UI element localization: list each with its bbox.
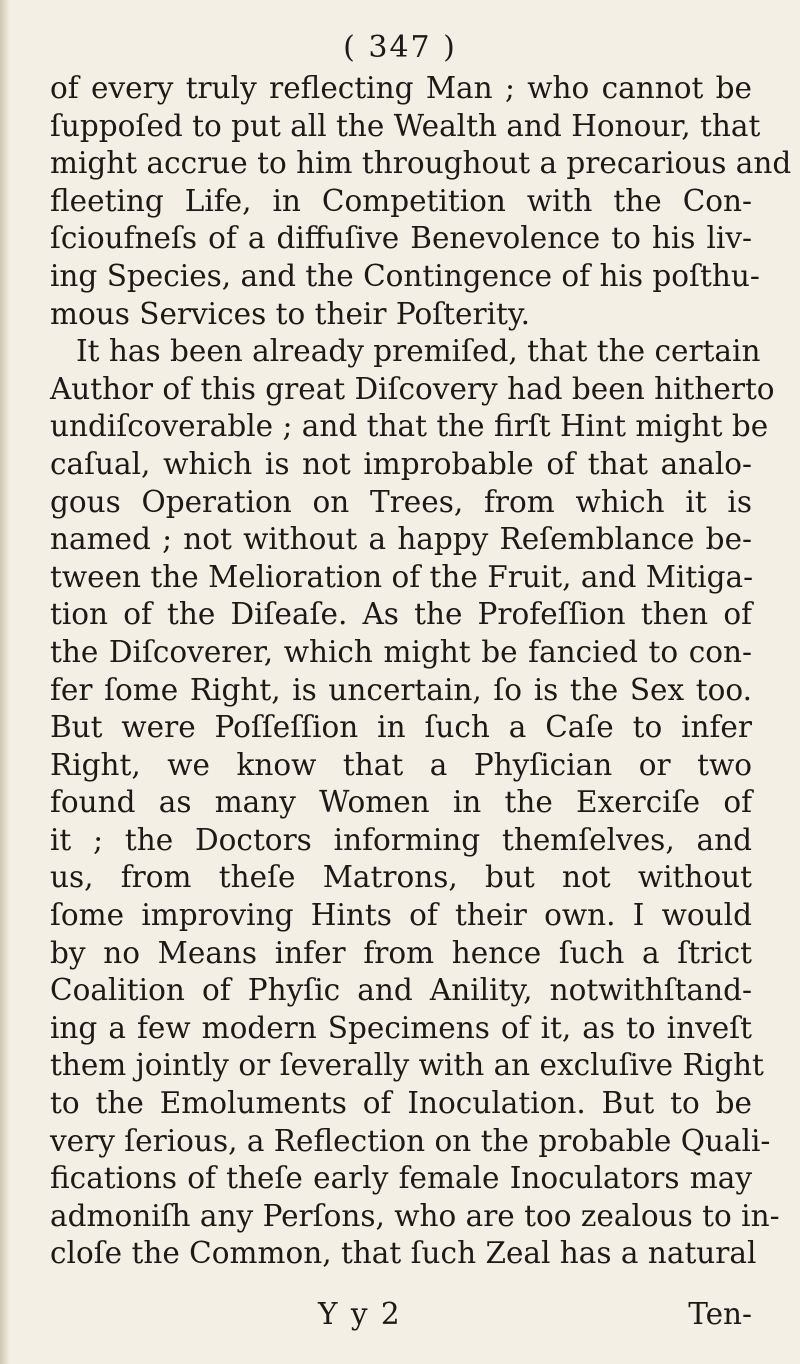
text-line: fications of theſe early female Inoculators may [50,1161,752,1196]
text-line: ſome improving Hints of their own. I would [50,898,752,933]
page-number: ( 347 ) [343,30,457,65]
text-line: of every truly reflecting Man ; who cannot be [50,71,752,105]
text-line: undiſcoverable ; and that the firſt Hint might be [50,409,769,444]
text-line: might accrue to him throughout a precarious and [50,146,792,181]
binding-edge [0,0,10,1364]
text-line: mous Services to their Poſterity. [50,296,530,331]
text-line: tween the Melioration of the Fruit, and Mitiga- [50,559,754,594]
text-line: it ; the Doctors informing themſelves, and [50,822,752,857]
text-line: admoniſh any Perſons, who are too zealous to in- [50,1198,780,1233]
text-line: cloſe the Common, that ſuch Zeal has a natural [50,1236,757,1271]
text-line: Author of this great Diſcovery had been hitherto [50,371,775,406]
text-line: by no Means infer from hence ſuch a ſtrict [50,935,752,970]
text-line: very ſerious, a Reflection on the probable Quali- [50,1123,771,1158]
page-footer [50,1294,752,1334]
text-line: found as many Women in the Exerciſe of [50,785,752,820]
text-line: caſual, which is not improbable of that analo- [50,446,752,481]
text-line: them jointly or ſeverally with an excluſive Right [50,1048,764,1083]
text-line: to the Emoluments of Inoculation. But to be [50,1086,752,1121]
text-line: Right, we know that a Phyſician or two [50,747,752,782]
text-line: the Diſcoverer, which might be fancied to con- [50,634,752,669]
body-text [50,70,792,1273]
text-line: tion of the Diſeaſe. As the Profeſſion then of [50,597,752,632]
text-line: gous Operation on Trees, from which it is [50,484,752,519]
text-line: Coalition of Phyſic and Anility, notwithſtand- [50,973,752,1008]
text-line: named ; not without a happy Reſemblance be- [50,522,752,557]
signature-mark: Y y 2 [318,1297,402,1331]
text-line: us, from theſe Matrons, but not without [50,860,752,895]
catchword: Ten- [688,1297,752,1331]
text-line: ing Species, and the Contingence of his poſthu- [50,258,760,293]
text-line: But were Poſſeſſion in ſuch a Caſe to infer [50,710,752,745]
text-line: fer ſome Right, is uncertain, ſo is the Sex too. [50,672,752,707]
text-line: fleeting Life, in Competition with the Con- [50,183,752,218]
paragraph-start-line: It has been already premiſed, that the certain [76,334,761,369]
text-line: ſuppoſed to put all the Wealth and Honour, that [50,108,761,143]
text-line: ing a few modern Specimens of it, as to inveſt [50,1010,752,1045]
text-line: ſcioufneſs of a diffuſive Benevolence to his liv- [50,221,752,256]
